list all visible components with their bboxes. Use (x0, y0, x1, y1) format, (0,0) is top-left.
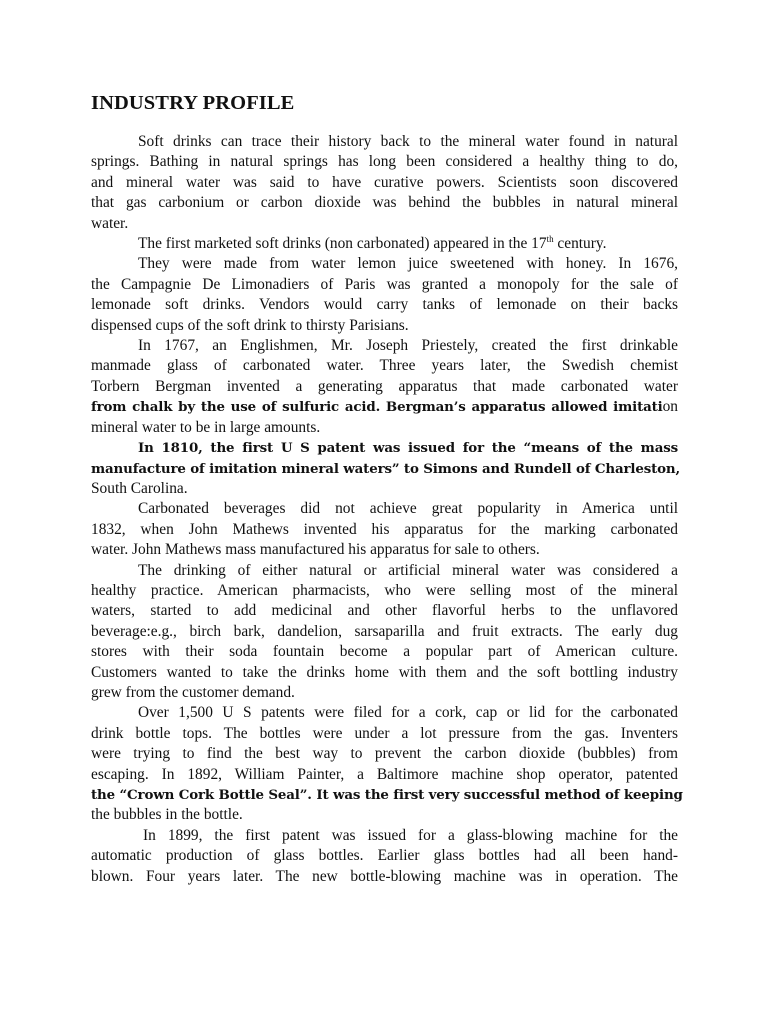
bold-text-run: In 1810, the first U S patent was issued for the “means of the mass (138, 440, 678, 457)
text-line: that gas carbonium or carbon dioxide was behind the bubbles in natural mineral (91, 194, 678, 212)
paragraph-7 (91, 561, 678, 704)
document-body (91, 132, 683, 887)
paragraph-3 (91, 254, 678, 336)
text-line: waters, started to add medicinal and other flavorful herbs to the unflavored (91, 602, 678, 620)
paragraph-1 (91, 132, 678, 234)
page-title: INDUSTRY PROFILE (91, 92, 295, 114)
paragraph-2 (91, 234, 678, 254)
text-line: The drinking of either natural or artificial mineral water was considered a (138, 561, 678, 579)
text-line: blown. Four years later. The new bottle-blowing machine was in operation. The (91, 867, 678, 885)
text-line (91, 234, 678, 254)
text-line: Carbonated beverages did not achieve great popularity in America until (138, 500, 678, 518)
text-line (91, 459, 678, 479)
text-line: automatic production of glass bottles. Earlier glass bottles had all been hand- (91, 847, 678, 865)
text-line: In 1899, the first patent was issued for a glass-blowing machine for the (143, 826, 678, 844)
paragraph-8 (91, 703, 683, 825)
text-line: Torbern Bergman invented a generating apparatus that made carbonated water (91, 377, 678, 395)
text-line (91, 438, 678, 458)
text-line: dispensed cups of the soft drink to thirsty Parisians. (91, 316, 409, 334)
text-line: 1832, when John Mathews invented his apparatus for the marking carbonated (91, 520, 678, 538)
text-line: escaping. In 1892, William Painter, a Baltimore machine shop operator, patented (91, 765, 678, 783)
document-page (91, 90, 683, 887)
superscript: th (546, 233, 554, 244)
text-line: were trying to find the best way to prevent the carbon dioxide (bubbles) from (91, 745, 678, 763)
text-line: water. John Mathews mass manufactured his apparatus for sale to others. (91, 541, 540, 559)
paragraph-9 (91, 826, 678, 887)
text-line: healthy practice. American pharmacists, who were selling most of the mineral (91, 581, 678, 599)
bold-text-run: manufacture of imitation mineral waters” to Simons and Rundell of Charleston, (91, 460, 680, 477)
text-line: Soft drinks can trace their history back to the mineral water found in natural (138, 133, 678, 150)
text-line: manmade glass of carbonated water. Three years later, the Swedish chemist (91, 357, 678, 375)
text-run: on (662, 398, 678, 416)
text-line: In 1767, an Englishmen, Mr. Joseph Priestely, created the first drinkable (138, 337, 678, 355)
text-line: water. (91, 214, 129, 232)
text-line: beverage:e.g., birch bark, dandelion, sarsaparilla and fruit extracts. The early dug (91, 622, 678, 640)
text-line (91, 397, 678, 417)
text-line: They were made from water lemon juice sweetened with honey. In 1676, (138, 255, 678, 273)
paragraph-6 (91, 499, 678, 560)
paragraph-4 (91, 336, 678, 438)
text-line: springs. Bathing in natural springs has long been considered a healthy thing to do, (91, 153, 678, 171)
text-line (91, 785, 683, 805)
bold-text-run: from chalk by the use of sulfuric acid. Bergman’s apparatus allowed imitati (91, 399, 663, 416)
bold-text-run: the “Crown Cork Bottle Seal”. It was the first very successful method of keeping (91, 787, 683, 803)
text-line: and mineral water was said to have curative powers. Scientists soon discovered (91, 173, 678, 191)
text-line: the bubbles in the bottle. (91, 806, 243, 824)
text-run: century. (553, 235, 607, 253)
text-line: South Carolina. (91, 479, 188, 497)
text-line: Customers wanted to take the drinks home with them and the soft bottling industry (91, 663, 678, 681)
text-line: stores with their soda fountain become a popular part of American culture. (91, 643, 678, 661)
text-line: lemonade soft drinks. Vendors would carry tanks of lemonade on their backs (91, 296, 678, 314)
text-line: the Campagnie De Limonadiers of Paris was granted a monopoly for the sale of (91, 275, 678, 293)
text-line: Over 1,500 U S patents were filed for a cork, cap or lid for the carbonated (138, 704, 678, 722)
paragraph-5 (91, 438, 678, 499)
text-line: mineral water to be in large amounts. (91, 418, 321, 436)
text-line: drink bottle tops. The bottles were under a lot pressure from the gas. Inventers (91, 724, 678, 742)
text-run: The first marketed soft drinks (non carbonated) appeared in the 17 (138, 235, 547, 253)
text-line: grew from the customer demand. (91, 683, 295, 701)
